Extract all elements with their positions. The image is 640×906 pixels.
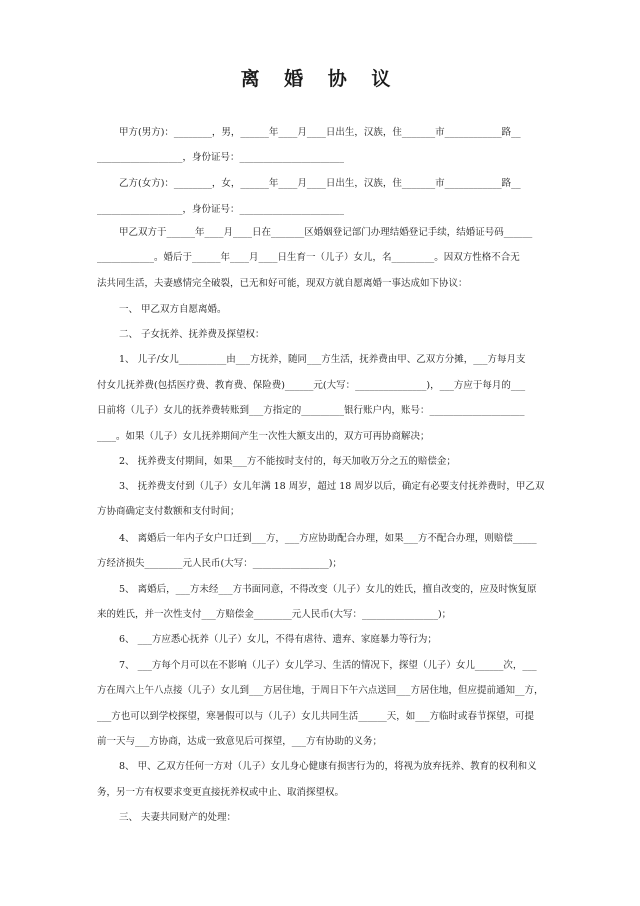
clause-2-1-line-1: 1、 儿子/女儿__________由___方抚养，随同___方生活，抚养费由甲、乙双方分摊，___方每月支: [119, 354, 526, 365]
party-b-line-1: 乙方(女方)：________，女，______年____月____日出生，汉族，住_______市____________路__: [119, 178, 521, 189]
clause-2-1-line-4: ____。如果（儿子）女儿抚养期间产生一次性大额支出的，双方可再协商解决；: [97, 431, 430, 442]
party-b-line-2: __________________，身份证号：______________________: [97, 204, 345, 215]
clause-2-1-line-3: 日前将（儿子）女儿的抚养费转账到___方指定的_________银行账户内，账号：____________________: [97, 405, 525, 416]
party-a-line-1: 甲方(男方)：________，男，______年____月____日出生，汉族，住_______市____________路__: [119, 127, 521, 138]
clause-1: 一、 甲乙双方自愿离婚。: [119, 304, 227, 315]
clause-2-7-line-4: 前一天与___方协商，达成一致意见后可探望，___方有协助的义务；: [97, 736, 383, 747]
clause-2-6: 6、 ___方应悉心抚养（儿子）女儿，不得有虐待、遗弃、家庭暴力等行为；: [119, 634, 437, 645]
clause-2-heading: 二、 子女抚养、抚养费及探望权：: [119, 329, 265, 340]
clause-2-8-line-2: 务，另一方有权要求变更直接抚养权或中止、取消探望权。: [97, 787, 345, 798]
clause-2-7-line-2: 方在周六上午八点接（儿子）女儿到___方居住地，于周日下午六点送回___方居住地，但应提前通知__方，: [97, 685, 544, 696]
clause-2-8-line-1: 8、 甲、乙双方任何一方对（儿子）女儿身心健康有损害行为的，将视为放弃抚养、教育的权利和义: [119, 761, 537, 772]
clause-2-1-line-2: 付女儿抚养费(包括医疗费、教育费、保险费)______元(大写：_______________)，___方应于每月的___: [97, 380, 526, 391]
clause-2-7-line-3: ___方也可以到学校探望，寒暑假可以与（儿子）女儿共同生活______天，如___方临时或春节探望，可提: [97, 711, 535, 722]
clause-2-5-line-2: 来的姓氏，并一次性支付___方赔偿金________元人民币(大写：________________)；: [97, 609, 452, 620]
marriage-line-1: 甲乙双方于______年____月____日在_______区婚姻登记部门办理结婚登记手续，结婚证号码______: [119, 227, 533, 238]
clause-2-3-line-2: 方协商确定支付数额和支付时间；: [97, 506, 240, 517]
clause-2-2: 2、 抚养费支付期间，如果___方不能按时支付的，每天加收万分之五的赔偿金；: [119, 456, 456, 467]
marriage-line-2: ____________。婚后于______年____月____日生育一（儿子）女儿，名_________。因双方性格不合无: [97, 252, 520, 263]
clause-2-5-line-1: 5、 离婚后，___方未经___方书面同意，不得改变（儿子）女儿的姓氏，擅自改变的，应及时恢复原: [119, 584, 537, 595]
clause-2-4-line-1: 4、 离婚后一年内子女户口迁到___方，___方应协助配合办理，如果___方不配合办理，则赔偿_____: [119, 533, 537, 544]
party-a-line-2: __________________，身份证号：______________________: [97, 152, 345, 163]
clause-2-4-line-2: 方经济损失________元人民币(大写：________________)；: [97, 558, 342, 569]
marriage-line-3: 法共同生活，夫妻感情完全破裂，已无和好可能，现双方就自愿离婚一事达成如下协议：: [97, 278, 468, 289]
clause-2-7-line-1: 7、 ___方每个月可以在不影响（儿子）女儿学习、生活的情况下，探望（儿子）女儿______次，___: [119, 660, 537, 671]
clause-3-heading: 三、 夫妻共同财产的处理：: [119, 812, 237, 823]
document-title: 离 婚 协 议: [240, 68, 400, 90]
clause-2-3-line-1: 3、 抚养费支付到（儿子）女儿年满 18 周岁，超过 18 周岁以后，确定有必要支付抚养费时，甲乙双: [119, 481, 545, 492]
